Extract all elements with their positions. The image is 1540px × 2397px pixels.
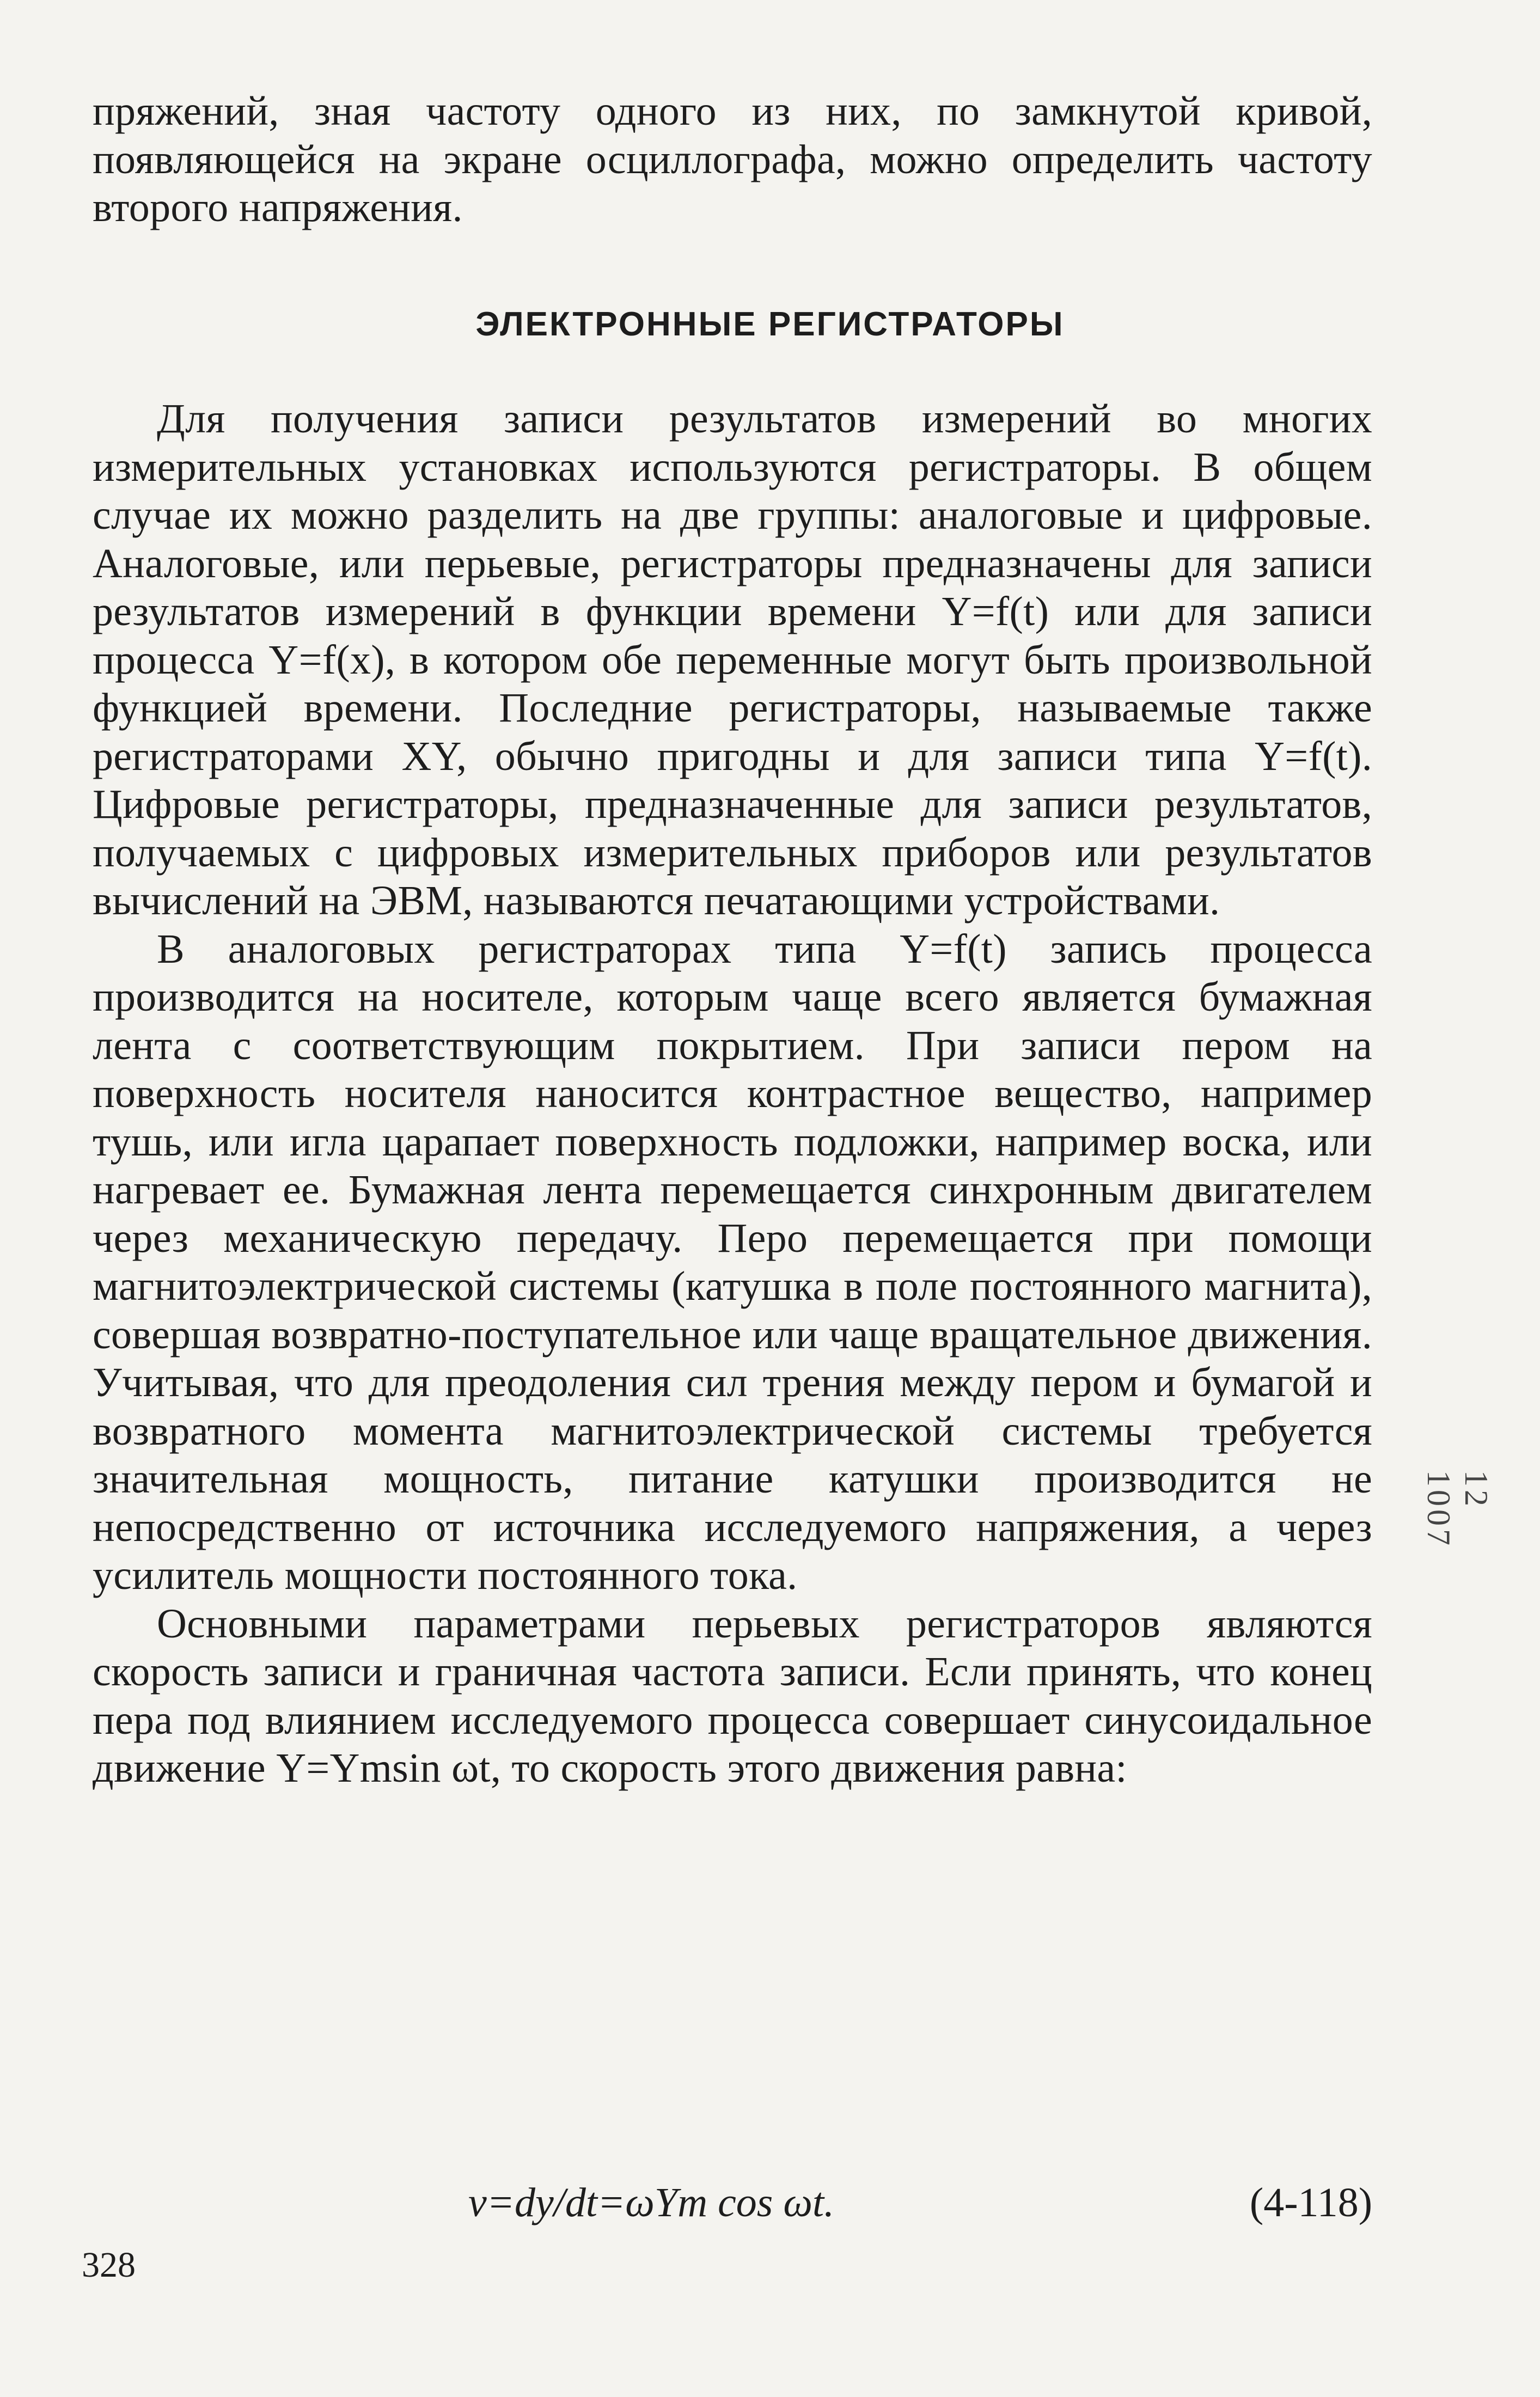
margin-mark: 12 1007 <box>1421 1470 1494 1549</box>
continuation-text: пряжений, зная частоту одного из них, по замкнутой кривой, появляющейся на экране осциллографа, можно определить частоту второго напряжения. <box>93 88 1372 230</box>
paragraph-analog-recorders: В аналоговых регистраторах типа Y=f(t) запись процесса производится на носителе, которым чаще всего является бумажная лента с соответствующим покрытием. При записи пером на поверхность носителя наносится контрастное вещество, например тушь, или игла царапает поверхность подложки, например воска, или нагревает ее. Бумажная лента перемещается синхронным двигателем через механическую передачу. Перо перемещается при помощи магнитоэлектрической системы (катушка в поле постоянного магнита), совершая возвратно-поступательное или чаще вращательное движения. Учитывая, что для преодоления сил трения между пером и бумагой и возвратного момента магнитоэлектрической системы требуется значительная мощность, питание катушки производится не непосредственно от источника исследуемого напряжения, а через усилитель мощности постоянного тока. <box>93 926 1372 1598</box>
paragraph-recorders-intro: Для получения записи результатов измерений во многих измерительных установках используются регистраторы. В общем случае их можно разделить на две группы: аналоговые и цифровые. Аналоговые, или перьевые, регистраторы предназначены для записи результатов измерений в функции времени Y=f(t) или для записи процесса Y=f(x), в котором обе переменные могут быть произвольной функцией времени. Последние регистраторы, называемые также регистраторами XY, обычно пригодны и для записи типа Y=f(t). Цифровые регистраторы, предназначенные для записи результатов, получаемых с цифровых измерительных приборов или результатов вычислений на ЭВМ, называются печатающими устройствами. <box>93 396 1372 924</box>
continuation-paragraph <box>93 87 1372 232</box>
page-number: 328 <box>82 2245 136 2285</box>
formula-number: (4-118) <box>1249 2180 1372 2225</box>
paragraph-recorder-parameters: Основными параметрами перьевых регистраторов являются скорость записи и граничная частота записи. Если принять, что конец пера под влиянием исследуемого процесса совершает синусоидальное движение Y=Ymsin ωt, то скорость этого движения равна: <box>93 1600 1372 1791</box>
formula-row <box>93 2175 1372 2230</box>
section-body <box>93 395 1372 1793</box>
section-heading: ЭЛЕКТРОННЫЕ РЕГИСТРАТОРЫ <box>475 305 1065 343</box>
velocity-formula: v=dy/dt=ωYm cos ωt. <box>468 2180 835 2225</box>
